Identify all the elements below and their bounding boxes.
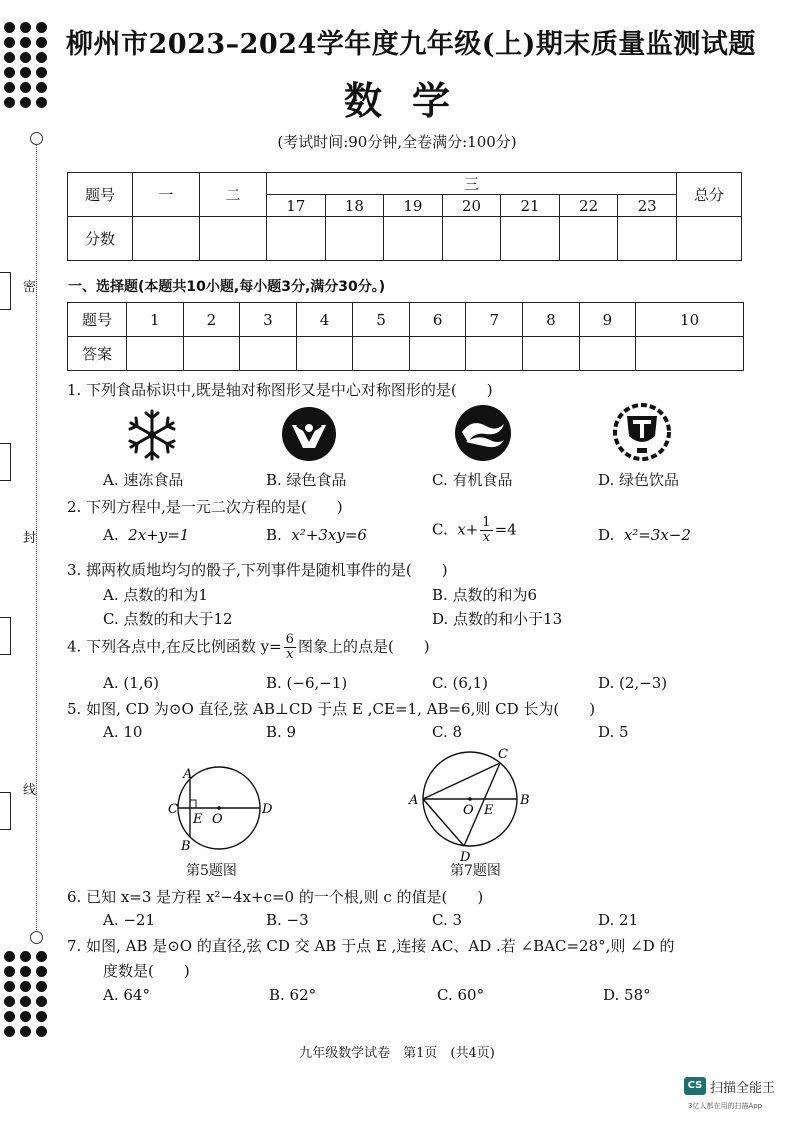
q3-option-b: B. 点数的和为6 — [432, 586, 538, 604]
answer-q-number: 10 — [636, 303, 744, 337]
score-part-2: 二 — [200, 173, 267, 217]
q5-option-b: B. 9 — [266, 723, 297, 741]
score-row-label-number: 题号 — [68, 173, 133, 217]
q7-option-c: C. 60° — [437, 986, 485, 1004]
answer-q-number: 6 — [409, 303, 466, 337]
green-food-logo-icon — [281, 406, 337, 462]
dot — [4, 996, 15, 1007]
q2-option-b — [266, 526, 367, 544]
answer-cell[interactable] — [240, 337, 297, 371]
green-drink-logo-icon — [613, 402, 671, 462]
question-6: 6. 已知 x=3 是方程 x²−4x+c=0 的一个根,则 c 的值是( ) — [67, 888, 484, 906]
answer-row-label-answer: 答案 — [68, 337, 127, 371]
q1-option-c: C. 有机食品 — [432, 471, 513, 489]
q4-option-c: C. (6,1) — [432, 674, 489, 692]
question-3: 3. 掷两枚质地均匀的骰子,下列事件是随机事件的是( ) — [67, 561, 448, 579]
score-cell[interactable] — [133, 217, 200, 261]
dot — [36, 966, 47, 977]
answer-cell[interactable] — [409, 337, 466, 371]
score-cell[interactable] — [559, 217, 618, 261]
q2-option-letter: B. — [266, 526, 282, 544]
dot — [20, 1011, 31, 1022]
binding-dotted-line — [36, 138, 37, 938]
binding-rect — [0, 443, 11, 481]
figure-7-caption: 第7题图 — [450, 863, 501, 879]
q6-option-a: A. −21 — [103, 911, 156, 929]
score-cell[interactable] — [267, 217, 326, 261]
answer-q-number: 8 — [523, 303, 580, 337]
q2-fraction-num: 1 — [482, 515, 491, 530]
q1-option-b: B. 绿色食品 — [266, 471, 347, 489]
dot — [20, 996, 31, 1007]
exam-title: 柳州市2023–2024学年度九年级(上)期末质量监测试题 — [66, 29, 756, 60]
score-q-number: 18 — [325, 195, 384, 217]
score-q-number: 22 — [559, 195, 618, 217]
exam-info: (考试时间:90分钟,全卷满分:100分) — [277, 133, 517, 151]
q1-option-d: D. 绿色饮品 — [598, 471, 680, 489]
organic-food-logo-icon — [454, 404, 512, 462]
fig5-label-e: E — [193, 812, 203, 827]
dot — [20, 22, 31, 33]
q2-option-letter: C. — [432, 520, 448, 539]
q5-option-d: D. 5 — [598, 723, 629, 741]
answer-q-number: 4 — [296, 303, 353, 337]
dot — [36, 1011, 47, 1022]
subject-title: 数学 — [343, 78, 480, 123]
score-q-number: 20 — [442, 195, 501, 217]
answer-row-label-number: 题号 — [68, 303, 127, 337]
answer-cell[interactable] — [523, 337, 580, 371]
dot — [20, 951, 31, 962]
question-4 — [67, 633, 430, 662]
dot — [36, 22, 47, 33]
camscanner-tagline: 3亿人都在用的扫描App — [688, 1102, 763, 1110]
dot — [4, 52, 15, 63]
dot — [36, 951, 47, 962]
fig5-label-c: C — [168, 802, 178, 817]
score-cell[interactable] — [677, 217, 742, 261]
q4-option-a: A. (1,6) — [103, 674, 159, 692]
q4-text-post: 图象上的点是( ) — [297, 637, 430, 656]
q4-option-b: B. (−6,−1) — [266, 674, 348, 692]
fig5-label-o: O — [212, 812, 223, 827]
q7-option-b: B. 62° — [269, 986, 317, 1004]
binding-circle-bottom — [30, 931, 43, 944]
binding-rect — [0, 272, 11, 310]
q4-text-pre: 4. 下列各点中,在反比例函数 y= — [67, 637, 282, 656]
q4-fraction-num: 6 — [285, 632, 294, 647]
question-5: 5. 如图, CD 为⊙O 直径,弦 AB⊥CD 于点 E ,CE=1, AB=6,则 CD 长为( ) — [67, 700, 596, 718]
q5-option-a: A. 10 — [103, 723, 143, 741]
question-1: 1. 下列食品标识中,既是轴对称图形又是中心对称图形的是( ) — [67, 381, 493, 399]
fig7-label-a: A — [409, 793, 419, 808]
figure-5-diagram — [166, 762, 276, 862]
answer-cell[interactable] — [636, 337, 744, 371]
fig7-label-b: B — [520, 793, 530, 808]
fig7-label-d: D — [460, 850, 471, 864]
q4-option-d: D. (2,−3) — [598, 674, 668, 692]
page-footer: 九年级数学试卷 第1页 (共4页) — [299, 1046, 495, 1061]
dot — [20, 1026, 31, 1037]
score-part-3: 三 — [267, 173, 677, 195]
score-cell[interactable] — [325, 217, 384, 261]
dot — [20, 52, 31, 63]
q2-fraction — [480, 516, 492, 545]
score-table — [67, 172, 742, 261]
binding-char-xian: 线 — [23, 783, 37, 798]
dot — [20, 981, 31, 992]
dot — [20, 37, 31, 48]
score-cell[interactable] — [384, 217, 443, 261]
q2-option-d — [598, 526, 691, 544]
dot — [36, 1026, 47, 1037]
dot — [4, 951, 15, 962]
binding-rect — [0, 617, 11, 655]
binding-char-mi: 密 — [23, 280, 37, 295]
score-part-1: 一 — [133, 173, 200, 217]
dot — [4, 981, 15, 992]
dot — [4, 1026, 15, 1037]
dot — [4, 1011, 15, 1022]
q2-option-c — [432, 516, 517, 545]
dot — [36, 37, 47, 48]
binding-rect — [0, 792, 11, 830]
answer-cell[interactable] — [183, 337, 240, 371]
dot — [20, 966, 31, 977]
dot — [36, 996, 47, 1007]
fig7-label-e: E — [484, 803, 494, 818]
q2-option-a-expr: 2x+y=1 — [128, 526, 190, 544]
question-7-line-2: 度数是( ) — [103, 962, 190, 980]
score-q-number: 17 — [267, 195, 326, 217]
q2-option-letter: D. — [598, 526, 615, 544]
q2-fraction-den: x — [482, 530, 491, 545]
q6-option-c: C. 3 — [432, 911, 463, 929]
dot — [4, 22, 15, 33]
answer-table — [67, 302, 744, 371]
dot — [4, 966, 15, 977]
q7-option-d: D. 58° — [603, 986, 651, 1004]
score-q-number: 21 — [501, 195, 560, 217]
q2-option-c-post: =4 — [494, 520, 517, 539]
answer-q-number: 9 — [579, 303, 636, 337]
q4-fraction — [284, 633, 296, 662]
answer-q-number: 2 — [183, 303, 240, 337]
answer-cell[interactable] — [127, 337, 184, 371]
q3-option-a: A. 点数的和为1 — [103, 586, 208, 604]
score-total-label: 总分 — [677, 173, 742, 217]
dot — [36, 52, 47, 63]
section-1-title: 一、选择题(本题共10小题,每小题3分,满分30分。) — [68, 279, 386, 295]
fig7-label-c: C — [498, 747, 508, 762]
score-cell[interactable] — [442, 217, 501, 261]
question-7: 7. 如图, AB 是⊙O 的直径,弦 CD 交 AB 于点 E ,连接 AC、AD .若 ∠BAC=28°,则 ∠D 的 — [67, 937, 675, 955]
q3-option-c: C. 点数的和大于12 — [103, 610, 233, 628]
dot — [4, 37, 15, 48]
answer-cell[interactable] — [296, 337, 353, 371]
score-row-label-score: 分数 — [68, 217, 133, 261]
q2-option-c-pre: x+ — [457, 520, 479, 539]
q4-fraction-den: x — [286, 647, 294, 662]
q2-option-d-expr: x²=3x−2 — [623, 526, 691, 544]
answer-q-number: 3 — [240, 303, 297, 337]
q1-option-a: A. 速冻食品 — [103, 471, 184, 489]
score-cell[interactable] — [618, 217, 677, 261]
question-2: 2. 下列方程中,是一元二次方程的是( ) — [67, 498, 343, 516]
fig5-label-d: D — [262, 802, 273, 817]
fig5-label-a: A — [183, 767, 193, 782]
dot — [36, 981, 47, 992]
answer-cell[interactable] — [579, 337, 636, 371]
q3-option-d: D. 点数的和小于13 — [432, 610, 563, 628]
score-cell[interactable] — [501, 217, 560, 261]
binding-char-feng: 封 — [23, 531, 37, 546]
q6-option-b: B. −3 — [266, 911, 309, 929]
score-cell[interactable] — [200, 217, 267, 261]
answer-q-number: 1 — [127, 303, 184, 337]
score-q-number: 19 — [384, 195, 443, 217]
answer-cell[interactable] — [353, 337, 410, 371]
bottom-dot-block — [4, 951, 48, 1037]
q5-option-c: C. 8 — [432, 723, 463, 741]
q2-option-letter: A. — [103, 526, 119, 544]
figure-5-caption: 第5题图 — [186, 863, 237, 879]
fig5-label-b: B — [181, 839, 191, 854]
q6-option-d: D. 21 — [598, 911, 639, 929]
snowflake-logo-icon — [125, 408, 179, 462]
answer-q-number: 7 — [466, 303, 523, 337]
q2-option-b-expr: x²+3xy=6 — [291, 526, 367, 544]
answer-q-number: 5 — [353, 303, 410, 337]
q2-option-a — [103, 526, 189, 544]
q7-option-a: A. 64° — [103, 986, 150, 1004]
camscanner-logo-icon: CS — [684, 1077, 706, 1095]
score-q-number: 23 — [618, 195, 677, 217]
camscanner-name: 扫描全能王 — [710, 1081, 776, 1096]
answer-cell[interactable] — [466, 337, 523, 371]
fig7-label-o: O — [463, 803, 474, 818]
figure-7-diagram — [405, 744, 535, 864]
